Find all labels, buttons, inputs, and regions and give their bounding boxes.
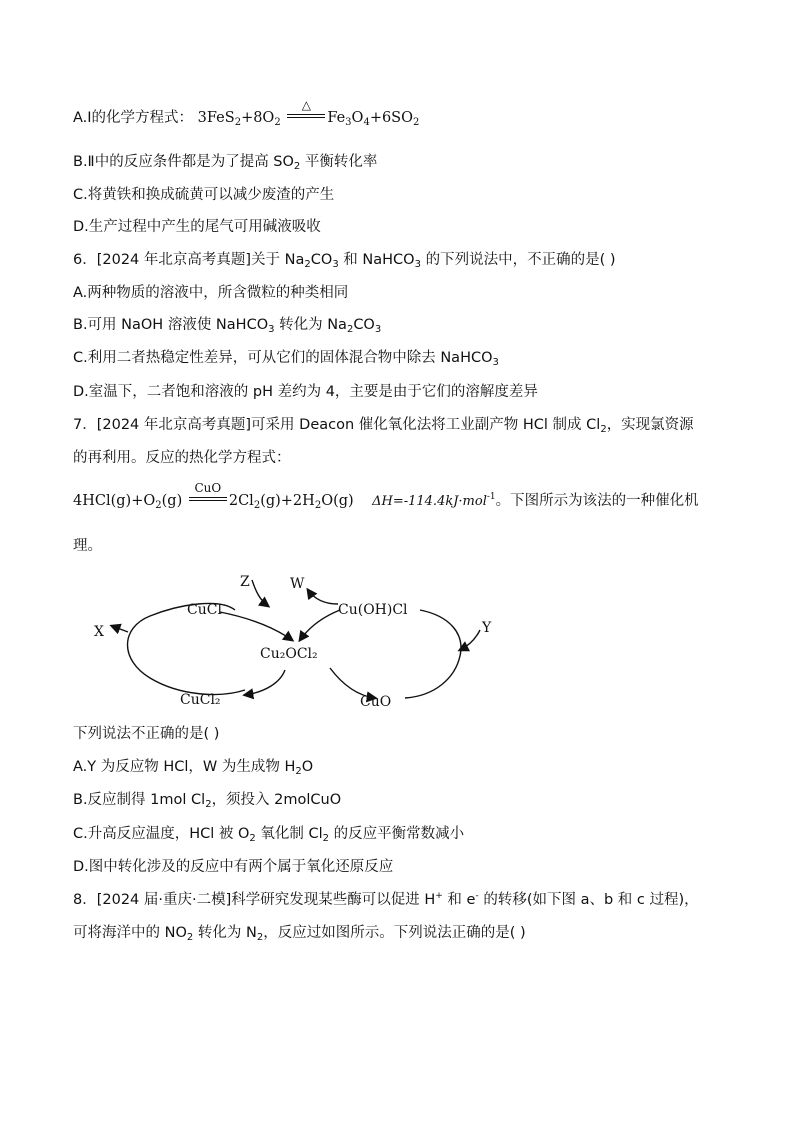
y-in-arrow bbox=[460, 630, 480, 650]
catalyst-arrow: CuO bbox=[189, 491, 227, 511]
label-x: X bbox=[94, 624, 104, 640]
q7-equation: $4HCl(g)+O_2(g)$ CuO $2Cl_2(g)+2H_2O(g)$ ΔH=-114.4kJ·mol$^{-1}$。下图所示为该法的一种催化机 bbox=[73, 481, 699, 511]
w-out-arrow bbox=[308, 590, 338, 604]
label-cuohcl: Cu(OH)Cl bbox=[338, 602, 408, 618]
q7-ask: 下列说法不正确的是( ) bbox=[73, 726, 220, 742]
q7-stem-line3: 理。 bbox=[73, 538, 102, 554]
label-y: Y bbox=[482, 620, 492, 636]
label-cucl: CuCl bbox=[187, 602, 222, 618]
q5-option-b: B.Ⅱ中的反应条件都是为了提高 $SO_2$ 平衡转化率 bbox=[73, 154, 378, 172]
q6-option-d: D.室温下，二者饱和溶液的 pH 差约为 4，主要是由于它们的溶解度差异 bbox=[73, 384, 538, 400]
q8-stem-line1: 8．[2024 届·重庆·二模]科学研究发现某些酶可以促进 H+ 和 e- 的转移(如下图 a、b 和 c 过程)， bbox=[73, 891, 699, 908]
q6-option-c: C.利用二者热稳定性差异，可从它们的固体混合物中除去 NaHCO$_3$ bbox=[73, 350, 499, 368]
q7-option-a: A.Y 为反应物 HCl，W 为生成物 $H_2O$ bbox=[73, 759, 314, 777]
cu2ocl2-to-cucl2-arrow bbox=[245, 670, 285, 695]
q8-stem-line2: 可将海洋中的 $NO_2$ 转化为 $N_2$，反应过如图所示。下列说法正确的是( ) bbox=[73, 925, 526, 943]
q5-option-a: A.Ⅰ的化学方程式： $3FeS_2+8O_2$ △ $Fe_3O_4+6SO_2$ bbox=[73, 98, 420, 128]
q7-stem-line2: 的再利用。反应的热化学方程式： bbox=[73, 450, 291, 466]
label-cu2ocl2: Cu₂OCl₂ bbox=[260, 646, 318, 662]
catalytic-cycle-diagram bbox=[80, 568, 520, 718]
cucl-to-cu2ocl2-arrow bbox=[220, 612, 292, 640]
q7-stem-line1: 7．[2024 年北京高考真题]可采用 Deacon 催化氧化法将工业副产物 HCl 制成 $Cl_2$，实现氯资源 bbox=[73, 417, 694, 435]
label-z: Z bbox=[240, 574, 250, 590]
label-cuo: CuO bbox=[360, 694, 392, 710]
label-w: W bbox=[290, 576, 305, 592]
x-out-arrow bbox=[112, 626, 128, 632]
q7-option-b: B.反应制得 1mol $Cl_2$，须投入 2molCuO bbox=[73, 792, 342, 810]
q6-option-b: B.可用 NaOH 溶液使 NaHCO$_3$ 转化为 $Na_2CO_3$ bbox=[73, 317, 382, 335]
right-loop-arc bbox=[405, 610, 461, 698]
q7-option-d: D.图中转化涉及的反应中有两个属于氧化还原反应 bbox=[73, 859, 394, 875]
z-in-arrow bbox=[252, 580, 268, 606]
q6-option-a: A.两种物质的溶液中，所含微粒的种类相同 bbox=[73, 285, 349, 301]
label-cucl2: CuCl₂ bbox=[180, 692, 221, 708]
cuohcl-to-cu2ocl2-arrow bbox=[300, 610, 340, 640]
heat-condition-arrow: △ bbox=[287, 108, 325, 128]
q6-stem: 6．[2024 年北京高考真题]关于 $Na_2CO_3$ 和 NaHCO$_3$ 的下列说法中，不正确的是( ) bbox=[73, 252, 616, 270]
q7-option-c: C.升高反应温度，HCl 被 $O_2$ 氧化制 $Cl_2$ 的反应平衡常数减小 bbox=[73, 826, 465, 844]
q5-option-d: D.生产过程中产生的尾气可用碱液吸收 bbox=[73, 219, 321, 235]
q5-option-c: C.将黄铁和换成硫黄可以减少废渣的产生 bbox=[73, 187, 335, 203]
